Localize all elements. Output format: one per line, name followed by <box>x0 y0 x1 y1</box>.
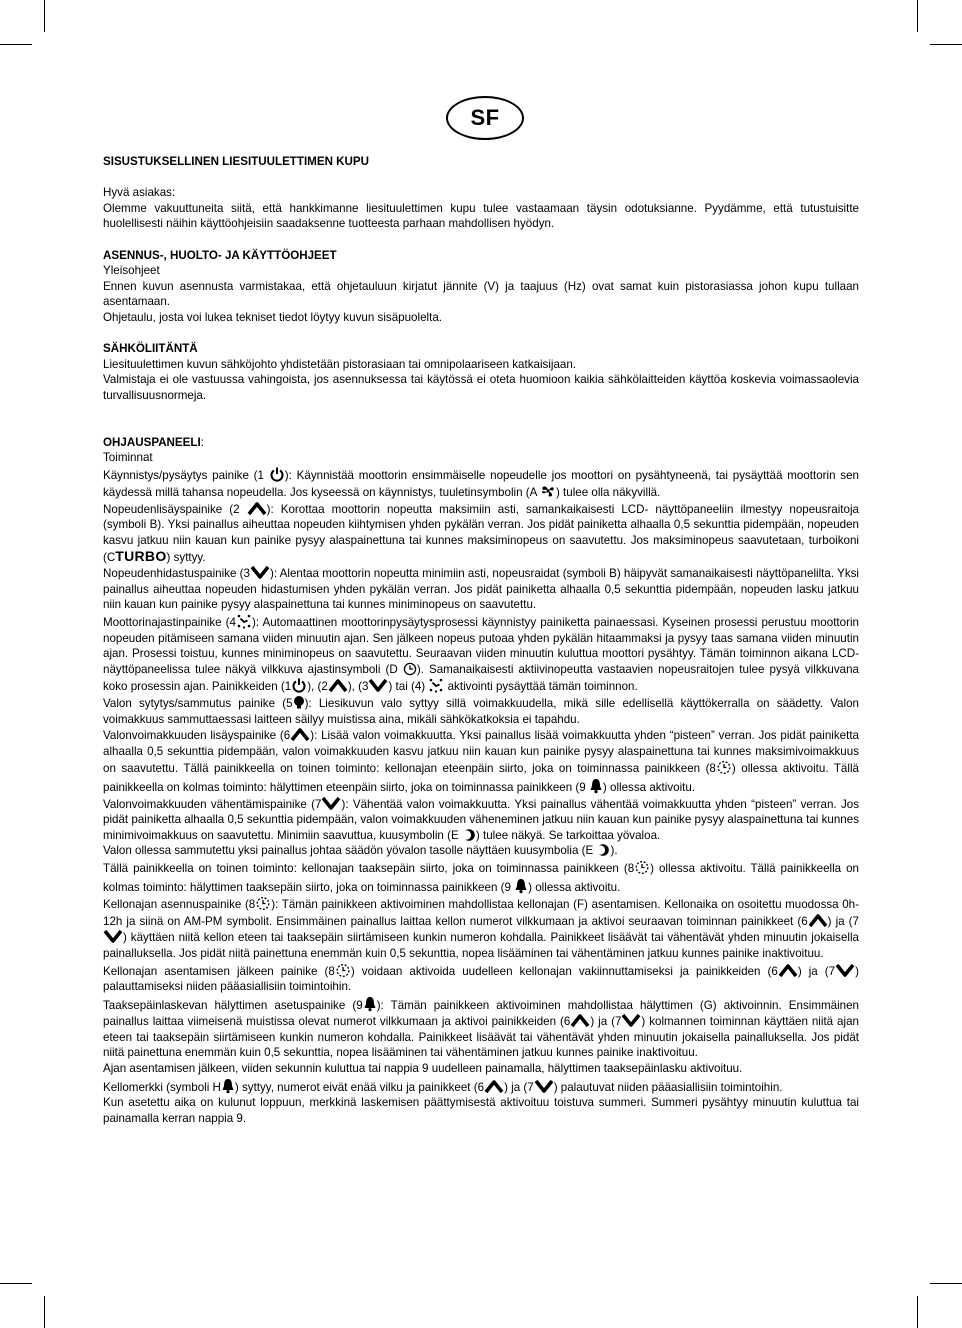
timer-icon <box>236 613 252 629</box>
bell-icon <box>363 995 377 1012</box>
fan-icon <box>540 483 556 499</box>
clock-set-icon <box>335 962 351 978</box>
install-paragraph-2: Ohjetaulu, josta voi lukea tekniset tiedot löytyy kuvun sisäpuolelta. <box>103 310 442 324</box>
timer-icon <box>428 677 444 693</box>
night-light-paragraph: Valon ollessa sammutettu yksi painallus johtaa säädön yövalon tasolle näyttäen kuusymbolia (E ). <box>103 844 618 858</box>
light-bulb-icon <box>293 695 305 710</box>
bell-icon <box>514 877 528 894</box>
clock-set-paragraph: Kellonajan asennuspainike (8 ): Tämän painikkeen aktivoiminen mahdollistaa kellonajan (F) asentamisen. Kellonaika on osoitettu muodossa 0h-12h ja siinä on AM-PM symbolit. Ensimmäinen painallus laittaa kellon numerot vilkkumaan ja aktivoi seuraavan toiminnan painikkeet (6 ) ja (7) käyttäen niitä kellon eteen tai taaksepäin siirtämiseen kunkin numeron kohdalla. Painikkeet lisäävät tai vähentävät yhden minuutin jokaisella painalluksella. Jos pidät niitä painettuna enemmän kuin 0,5 sekunttia, nopea lisääminen tai vähentäminen jatkuu kunnes painike inaktivoituu. <box>103 895 859 961</box>
power-icon <box>291 677 307 693</box>
clock-symbol-paragraph: Kellomerkki (symboli H ) syttyy, numerot eivät enää vilku ja painikkeet (6 ) ja (7 ) palautuvat niiden pääasiallisiin toimintoihin. <box>103 1077 859 1096</box>
document-title: SISUSTUKSELLINEN LIESITUULETTIMEN KUPU <box>103 155 370 168</box>
install-subheading: Yleisohjeet <box>103 264 160 278</box>
bell-icon <box>589 777 603 794</box>
crop-mark <box>917 1296 918 1328</box>
crop-mark <box>917 0 918 32</box>
chevron-down-icon <box>368 678 388 693</box>
light-up-paragraph: Valonvoimakkuuden lisäyspainike (6 ): Lisää valon voimakkuutta. Yksi painallus lisää voimakkuutta yhden “pisteen” verran. Jos pidät painiketta alhaalla 0,5 sekunttia pidempään, valon voimakkuuden kasvu jatkuu niin kauan kun painike pysyy alaspainettuna tai kunnes maksimivoimakkuus on saavutettu. Tällä painikkeella on toinen toiminto: kellonajan eteenpäin siirto, joka on toiminnassa painikkeen (8 ) ollessa aktivoitu. Tällä painikkeella on kolmas toiminto: hälyttimen eteenpäin siirto, joka on toiminnassa painikkeen (9 ) ollessa aktivoitu. <box>103 729 859 794</box>
intro-paragraph: Olemme vakuuttuneita siitä, että hankkimanne liesituulettimen kupu tulee vastaamaan täysin odotuksianne. Pyydämme, että tutustuisitte huolellisesti näihin käyttöohjeisiin saadaksenne tuotteesta parhaan mahdollisen hyödyn. <box>103 201 859 231</box>
electric-heading: SÄHKÖLIITÄNTÄ <box>103 342 198 356</box>
chevron-down-icon <box>835 963 855 978</box>
power-button-paragraph: Käynnistys/pysäytys painike (1 ): Käynnistää moottorin ensimmäiselle nopeudelle jos moottori on pysähtyneenä, tai pysäyttää moottorin sen käydessä millä tahansa nopeudella. Jos kyseessä on käynnistys, tuuletinsymbolin (A ) tulee olla näkyvillä. <box>103 466 859 501</box>
timer-paragraph: Moottorinajastinpainike (4 ): Automaattinen moottorinpysäytysprosessi käynnistyy painiketta painaessasi. Kyseinen prosessi perustuu moottorin nopeuden pitämiseen samana viiden minuutin ajan. Sen jälkeen nopeus putoaa yhden pykälän hitaammaksi ja pysyy taas samana viiden minuutin ajan. Prosessi toistuu, kunnes miniminopeus on saavutettu. Seuraavan viiden minuutin kuluttua moottori pysähtyy. Tämän toiminnon aikana LCD-näyttöpaneelissa tulee näkyä vilkkuva ajastinsymboli (D ). Samanaikaisesti aktiivinopeutta vastaavien nopeusraitojen tulee pysyä vilkkuvana koko prosessin ajan. Painikkeiden (1 ), (2 ), (3 ) tai (4) aktivointi pysäyttää tämän toiminnon. <box>103 613 859 695</box>
crop-mark <box>0 1283 32 1284</box>
alarm-activate-paragraph: Ajan asentamisen jälkeen, viiden sekunnin kuluttua tai nappia 9 uudelleen painamalla, hälyttimen taaksepäinlasku aktivoituu. <box>103 1062 743 1076</box>
crop-mark <box>44 0 45 32</box>
second-function-paragraph: Tällä painikkeella on toinen toiminto: kellonajan taaksepäin siirto, joka on toiminnassa painikkeen (8 ) ollessa aktivoitu. Tällä painikkeella on kolmas toiminto: hälyttimen taaksepäin siirto, joka on toiminnassa painikkeen (9 ) ollessa aktivoitu. <box>103 859 859 895</box>
greeting: Hyvä asiakas: <box>103 186 176 200</box>
language-code: SF <box>470 105 500 130</box>
chevron-up-icon <box>778 963 798 978</box>
chevron-up-icon <box>290 727 310 742</box>
bell-icon <box>221 1077 235 1094</box>
clock-set-icon <box>255 895 271 911</box>
language-logo <box>446 96 524 140</box>
speed-down-paragraph: Nopeudenhidastuspainike (3 ): Alentaa moottorin nopeutta minimiin asti, nopeusraidat (symboli B) häipyvät samanaikaisesti näyttöpanelilta. Yksi painallus aiheuttaa nopeuden hidastumisen yhden pykälän verran. Jos pidät painiketta alhaalla 0,5 sekunttia pidempään, nopeuden lasku jatkuu niin kauan kun painike pysyy alaspainettuna tai kunnes miniminopeus on saavutettu. <box>103 567 859 612</box>
moon-icon <box>462 828 476 842</box>
electric-paragraph-1: Liesituulettimen kuvun sähköjohto yhdistetään pistorasiaan tai omnipolaariseen katkaisijaan. <box>103 357 577 371</box>
document-body <box>103 154 859 1126</box>
install-heading: ASENNUS-, HUOLTO- JA KÄYTTÖOHJEET <box>103 248 337 262</box>
chevron-up-icon <box>328 678 348 693</box>
power-icon <box>269 466 285 482</box>
crop-mark <box>930 1283 962 1284</box>
panel-heading: OHJAUSPANEELI <box>103 435 201 449</box>
moon-icon <box>596 843 610 857</box>
panel-heading-line: OHJAUSPANEELI: <box>103 435 204 449</box>
light-down-paragraph: Valonvoimakkuuden vähentämispainike (7 ): Vähentää valon voimakkuutta. Yksi painallus vähentää voimakkuutta yhden “pisteen” verran. Jos pidät painiketta alhaalla 0,5 sekunttia pidempään, valon voimakkuuden väheneminen jatkuu niin kauan kun painike pysyy alaspainettuna tai kunnes minimivoimakkuus on saavutettu. Minimiin saavuttua, kuusymbolin (E ) tulee näkyä. Se tarkoittaa yövaloa. <box>103 797 859 842</box>
chevron-up-icon <box>247 501 267 516</box>
chevron-up-icon <box>484 1079 504 1094</box>
clock-set-icon <box>634 859 650 875</box>
crop-mark <box>0 44 32 45</box>
chevron-down-icon <box>103 929 123 944</box>
chevron-down-icon <box>621 1013 641 1028</box>
clock-confirm-paragraph: Kellonajan asentamisen jälkeen painike (8 ) voidaan aktivoida uudelleen kellonajan vakiinnuttamiseksi ja painikkeiden (6 ) ja (7 ) palauttamiseksi niiden pääasiallisiin toimintoihin. <box>103 962 859 995</box>
turbo-label: TURBO <box>115 547 167 564</box>
chevron-down-icon <box>250 565 270 580</box>
chevron-up-icon <box>808 913 828 928</box>
install-paragraph-1: Ennen kuvun asennusta varmistakaa, että ohjetauluun kirjatut jännite (V) ja taajuus (Hz) ovat samat kuin pistorasiassa johon kupu tullaan asentamaan. <box>103 279 859 309</box>
chevron-up-icon <box>570 1013 590 1028</box>
chevron-down-icon <box>321 796 341 811</box>
buzzer-paragraph: Kun asetettu aika on kulunut loppuun, merkkinä laskemisen päättymisestä aktivoituu toistuva summeri. Summeri pysähtyy minuutin kuluttua tai painamalla kerran nappia 9. <box>103 1096 859 1125</box>
crop-mark <box>930 44 962 45</box>
clock-set-icon <box>716 759 732 775</box>
chevron-down-icon <box>534 1079 554 1094</box>
clock-icon <box>403 662 417 676</box>
panel-subheading: Toiminnat <box>103 451 153 465</box>
alarm-set-paragraph: Taaksepäinlaskevan hälyttimen asetuspainike (9 ): Tämän painikkeen aktivoiminen mahdollistaa hälyttimen (G) aktivoinnin. Ensimmäinen painallus laittaa viimeisenä muistissa olevat numerot vilkkumaan ja aktivoi painikkeiden (6 ) ja (7 ) kolmannen toiminnan käyttäen niitä ajan eteen tai taaksepäin siirtämiseen kunkin numeron kohdalla. Painikkeet lisäävät tai vähentävät yhden minuutin jokaisella painalluksella. Jos pidät niitä painettuna enemmän kuin 0,5 sekunttia, nopea lisääminen tai vähentäminen jatkuu kunnes painike inaktivoituu. <box>103 995 859 1061</box>
crop-mark <box>44 1296 45 1328</box>
speed-up-paragraph: Nopeudenlisäyspainike (2 ): Korottaa moottorin nopeutta maksimiin asti, samankaikaisesti LCD- näyttöpaneeliin ilmestyy nopeusraitoja (symboli B). Yksi painallus aiheuttaa nopeuden kiihtymisen yhden pykälän verran. Jos pidät painiketta alhaalla 0,5 sekunttia pidempään, nopeuden kasvu jatkuu niin kauan kun painike pysyy alaspainettuna tai kunnes maksiminopeus on saavutettu. Jos maksiminopeus saavutetaan, turboikoni (CTURBO) syttyy. <box>103 502 859 564</box>
light-button-paragraph: Valon sytytys/sammutus painike (5 ): Liesikuvun valo syttyy sillä voimakkuudella, mikä sille edellisellä käyttökerralla on säädetty. Valon voimakkuus sammuttaessasi laitteen säilyy muistissa aina, mikäli sähkökatkoksia ei tapahdu. <box>103 697 859 726</box>
electric-paragraph-2: Valmistaja ei ole vastuussa vahingoista, jos asennuksessa tai käytössä ei oteta huomioon kaikia sähkölaitteiden käyttöa koskevia voimassaolevia turvallisuusnormeja. <box>103 373 859 402</box>
